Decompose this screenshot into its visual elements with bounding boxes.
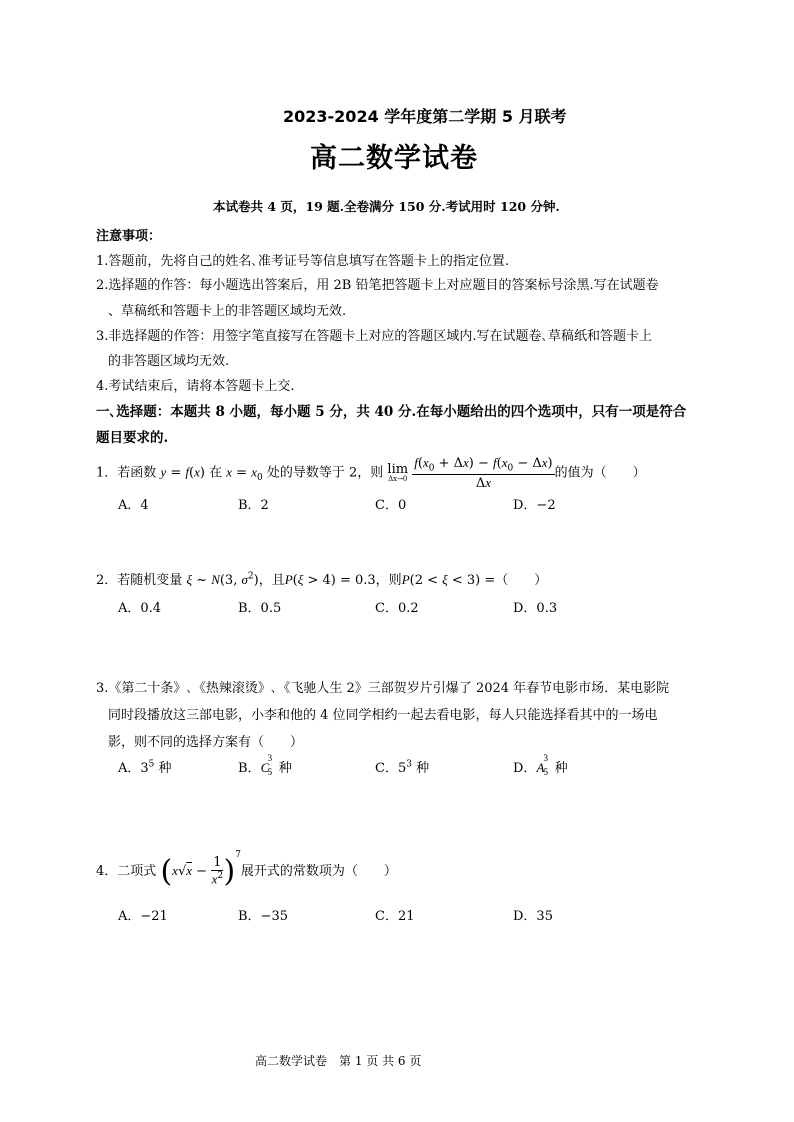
- exam-info: 本试卷共 4 页，19 题.全卷满分 150 分.考试用时 120 分钟.: [213, 199, 560, 214]
- notice-item-3-cont: 的非答题区域均无效.: [108, 354, 230, 369]
- page-footer: 高二数学试卷 第 1 页 共 6 页: [255, 1054, 422, 1068]
- question-2: 2．若随机变量 ξ ~ N(3, $\sigma^2$)，且P(ξ > 4) = 0.3，则P(2 < ξ < 3) =（ ）: [96, 571, 548, 588]
- option-c: C．0: [375, 498, 407, 513]
- question-4: 4．二项式 (x√x − $\frac{1}{x^2}$ )$^7$展开式的常数项为（ ）: [96, 850, 397, 889]
- option-d: D．35: [513, 909, 553, 924]
- section-heading-cont: 题目要求的.: [96, 430, 169, 446]
- option-c: C．21: [375, 909, 415, 924]
- option-b: B．−35: [238, 909, 288, 924]
- question-3-cont: 同时段播放这三部电影，小李和他的 4 位同学相约一起去看电影，每人只能选择看其中的一场电: [108, 708, 658, 723]
- notice-item-2-cont: 、草稿纸和答题卡上的非答题区域均无效.: [108, 304, 347, 319]
- exam-title: 高二数学试卷: [310, 143, 478, 174]
- option-d: D．A 3 5 种: [513, 753, 568, 777]
- question-1: 1．若函数 y = f(x) 在 $x = x_0$ 处的导数等于 2，则 lim Δx→0 $\frac{f(x_0 + \Delta x) - f(x_0 - \Delta x)}{\Delta x}$ 的值为（ ）: [96, 455, 646, 491]
- notice-item-1: 1.答题前，先将自己的姓名､准考证号等信息填写在答题卡上的指定位置.: [96, 254, 510, 269]
- option-c: C．0.2: [375, 601, 419, 616]
- exam-session-line: 2023-2024 学年度第二学期 5 月联考: [283, 107, 567, 126]
- option-a: A．−21: [118, 909, 168, 924]
- fraction: $\frac{1}{x^2}$: [211, 855, 224, 887]
- option-d: D．0.3: [513, 601, 558, 616]
- option-a: A．4: [118, 498, 149, 513]
- option-b: B．2: [238, 498, 269, 513]
- notice-item-4: 4.考试结束后，请将本答题卡上交.: [96, 379, 295, 394]
- limit-symbol: lim Δx→0: [387, 461, 409, 483]
- difference-quotient: $\frac{f(x_0 + \Delta x) - f(x_0 - \Delta x)}{\Delta x}$: [414, 455, 553, 491]
- option-a: A．0.4: [118, 601, 162, 616]
- option-b: B．C 3 5 种: [238, 753, 292, 777]
- option-b: B．0.5: [238, 601, 282, 616]
- option-a: A．$3^5$ 种: [118, 759, 172, 776]
- notice-item-3: 3.非选择题的作答：用签字笔直接写在答题卡上对应的答题区域内.写在试题卷､草稿纸和答题卡上: [96, 329, 653, 344]
- notice-heading: 注意事项：: [96, 229, 162, 244]
- question-3: 3.《第二十条》､《热辣滚烫》､《飞驰人生 2》三部贺岁片引爆了 2024 年春节电影市场．某电影院: [96, 681, 670, 696]
- question-number: 4．: [96, 864, 118, 879]
- option-c: C．$5^3$ 种: [375, 759, 430, 776]
- notice-item-2: 2.选择题的作答：每小题选出答案后，用 2B 铅笔把答题卡上对应题目的答案标号涂黑.写在试题卷: [96, 278, 659, 293]
- question-number: 2．: [96, 573, 118, 588]
- formula: y: [160, 464, 167, 480]
- option-d: D．−2: [513, 498, 556, 513]
- question-3-cont2: 影，则不同的选择方案有（ ）: [108, 735, 304, 750]
- question-number: 1．: [96, 465, 118, 481]
- section-heading: 一､选择题：本题共 8 小题，每小题 5 分，共 40 分.在每小题给出的四个选项中，只有一项是符合: [96, 404, 687, 420]
